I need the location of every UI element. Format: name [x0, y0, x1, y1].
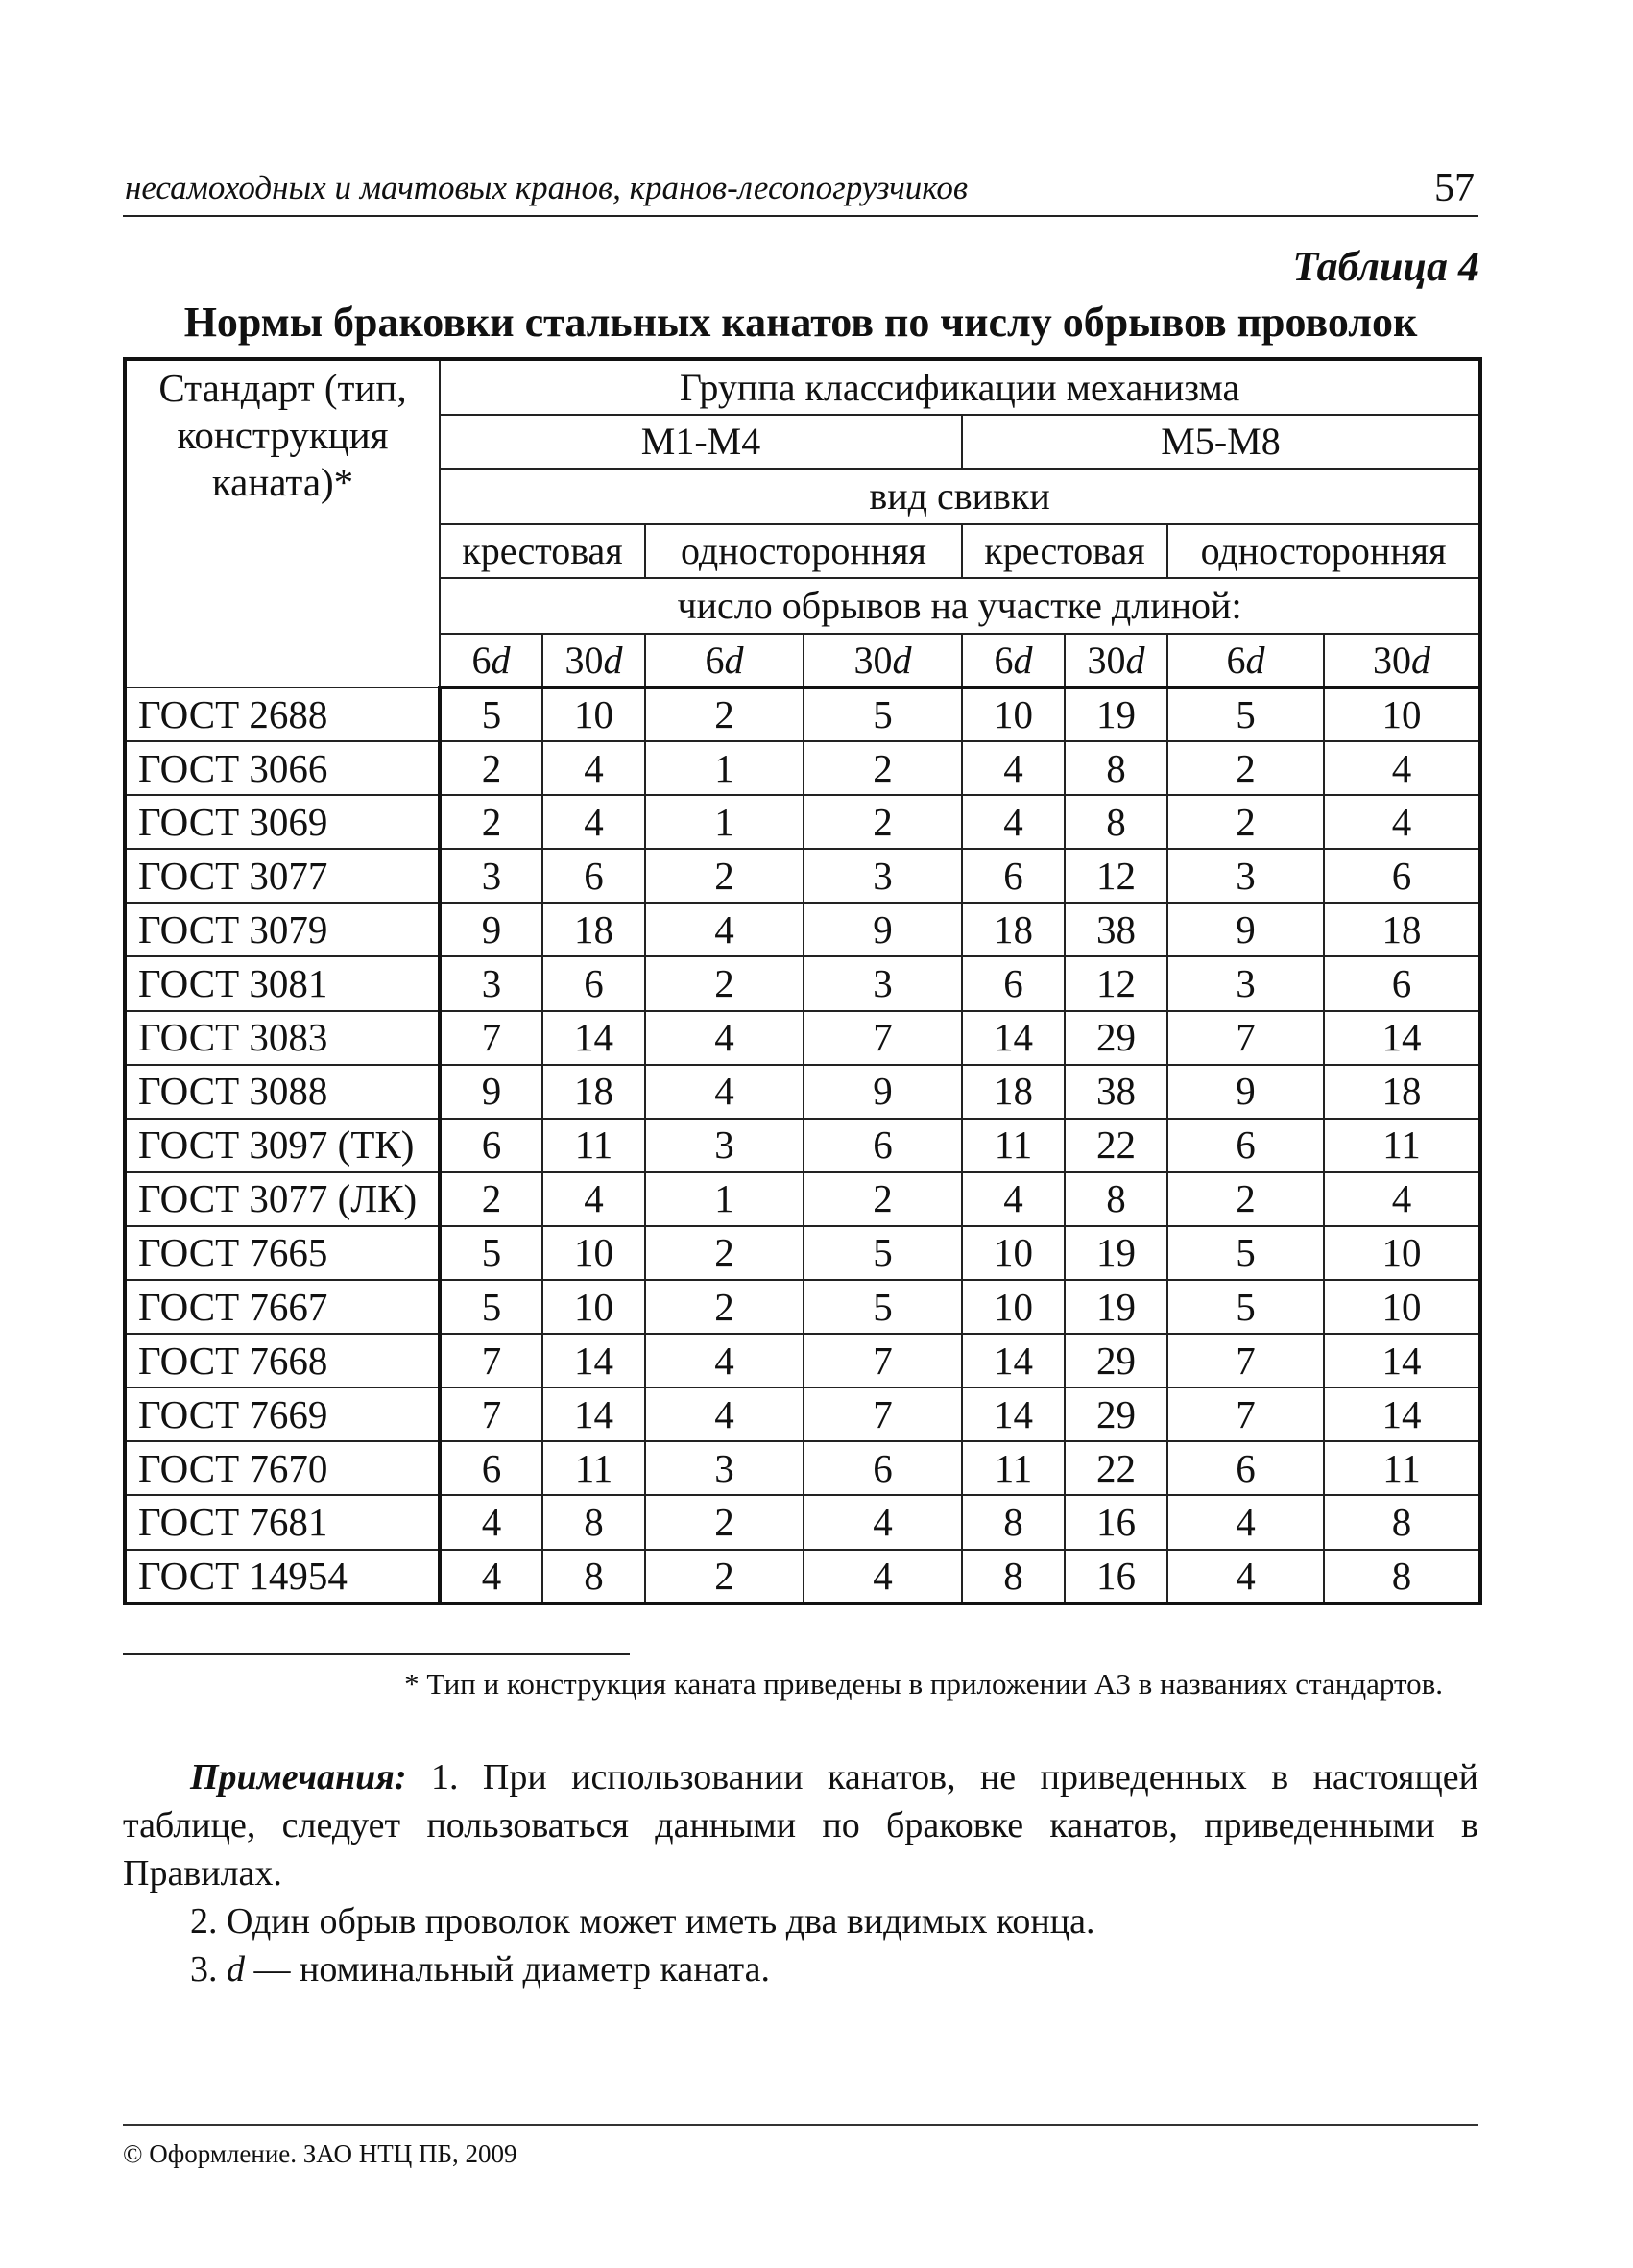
break-count-cell: 8: [542, 1550, 645, 1604]
break-count-cell: 19: [1065, 688, 1167, 741]
break-count-cell: 18: [542, 903, 645, 956]
length-header-cell: 6d: [962, 634, 1065, 688]
lay-type-lang: односторонняя: [645, 524, 962, 578]
break-count-cell: 2: [804, 1172, 962, 1226]
break-count-cell: 11: [1324, 1119, 1480, 1172]
break-count-header: число обрывов на участке длиной:: [440, 578, 1480, 634]
footnote: * Тип и конструкция каната приведены в приложении А3 в названиях стандартов.: [404, 1667, 1443, 1701]
break-count-cell: 4: [962, 795, 1065, 849]
lay-type-cross: крестовая: [962, 524, 1167, 578]
standard-cell: ГОСТ 3079: [125, 903, 440, 956]
break-count-cell: 3: [804, 849, 962, 903]
break-count-cell: 8: [1324, 1495, 1480, 1549]
note-2: 2. Один обрыв проволок может иметь два видимых конца.: [190, 1901, 1095, 1942]
break-count-cell: 12: [1065, 849, 1167, 903]
break-count-cell: 2: [645, 1226, 804, 1280]
break-count-cell: 12: [1065, 956, 1167, 1010]
standard-cell: ГОСТ 3097 (ТК): [125, 1119, 440, 1172]
break-count-cell: 9: [1167, 903, 1324, 956]
break-count-cell: 2: [1167, 741, 1324, 795]
break-count-cell: 7: [804, 1334, 962, 1387]
break-count-cell: 4: [1324, 795, 1480, 849]
table-row: [125, 849, 1480, 903]
break-count-cell: 6: [542, 849, 645, 903]
break-count-cell: 3: [1167, 956, 1324, 1010]
rope-rejection-table: [123, 357, 1482, 1605]
break-count-cell: 3: [440, 849, 542, 903]
break-count-cell: 4: [1324, 1172, 1480, 1226]
break-count-cell: 3: [440, 956, 542, 1010]
table-row: [125, 1495, 1480, 1549]
lay-type-lang: односторонняя: [1167, 524, 1480, 578]
break-count-cell: 11: [1324, 1441, 1480, 1495]
break-count-cell: 6: [1167, 1441, 1324, 1495]
break-count-cell: 4: [1324, 741, 1480, 795]
standard-cell: ГОСТ 7667: [125, 1280, 440, 1334]
break-count-cell: 9: [440, 903, 542, 956]
length-header-cell: 30d: [1324, 634, 1480, 688]
break-count-cell: 5: [1167, 1280, 1324, 1334]
break-count-cell: 2: [440, 795, 542, 849]
standard-cell: ГОСТ 7681: [125, 1495, 440, 1549]
notes-label: Примечания:: [190, 1757, 407, 1798]
lay-type-header: вид свивки: [440, 469, 1480, 524]
break-count-cell: 8: [1065, 795, 1167, 849]
running-header: [123, 167, 1478, 217]
table-row: [125, 1226, 1480, 1280]
table-title: Нормы браковки стальных канатов по числу обрывов проволок: [183, 299, 1418, 346]
standard-cell: ГОСТ 3066: [125, 741, 440, 795]
group-m1-m4: M1-M4: [440, 415, 962, 469]
break-count-cell: 1: [645, 1172, 804, 1226]
table-row: [125, 1280, 1480, 1334]
diameter-symbol: d: [227, 1949, 245, 1990]
running-title: несамоходных и мачтовых кранов, кранов-лесопогрузчиков: [125, 169, 969, 206]
table-row: [125, 795, 1480, 849]
break-count-cell: 7: [1167, 1387, 1324, 1441]
break-count-cell: 4: [804, 1495, 962, 1549]
standard-cell: ГОСТ 2688: [125, 688, 440, 741]
standard-cell: ГОСТ 3069: [125, 795, 440, 849]
break-count-cell: 4: [1167, 1550, 1324, 1604]
break-count-cell: 10: [542, 1226, 645, 1280]
break-count-cell: 2: [440, 741, 542, 795]
standard-cell: ГОСТ 3088: [125, 1065, 440, 1119]
break-count-cell: 6: [440, 1119, 542, 1172]
table-body: [125, 688, 1480, 1604]
break-count-cell: 14: [1324, 1334, 1480, 1387]
break-count-cell: 5: [804, 688, 962, 741]
table-row: [125, 1334, 1480, 1387]
standard-cell: ГОСТ 3081: [125, 956, 440, 1010]
break-count-cell: 5: [440, 1280, 542, 1334]
break-count-cell: 5: [804, 1280, 962, 1334]
break-count-cell: 4: [542, 1172, 645, 1226]
break-count-cell: 3: [645, 1119, 804, 1172]
break-count-cell: 38: [1065, 903, 1167, 956]
break-count-cell: 14: [542, 1387, 645, 1441]
break-count-cell: 4: [962, 741, 1065, 795]
mechanism-group-header: Группа классификации механизма: [440, 359, 1480, 415]
length-header-cell: 30d: [804, 634, 962, 688]
break-count-cell: 18: [1324, 903, 1480, 956]
table-row: [125, 1387, 1480, 1441]
table-row: [125, 688, 1480, 741]
break-count-cell: 10: [962, 688, 1065, 741]
break-count-cell: 4: [645, 1387, 804, 1441]
break-count-cell: 2: [440, 1172, 542, 1226]
footnote-divider: [123, 1653, 630, 1655]
length-header-cell: 6d: [645, 634, 804, 688]
break-count-cell: 18: [962, 1065, 1065, 1119]
break-count-cell: 6: [1167, 1119, 1324, 1172]
footer-divider: [123, 2124, 1478, 2126]
break-count-cell: 6: [1324, 956, 1480, 1010]
break-count-cell: 10: [962, 1226, 1065, 1280]
break-count-cell: 16: [1065, 1495, 1167, 1549]
break-count-cell: 9: [1167, 1065, 1324, 1119]
table-row: [125, 956, 1480, 1010]
break-count-cell: 19: [1065, 1280, 1167, 1334]
break-count-cell: 5: [440, 1226, 542, 1280]
standard-cell: ГОСТ 7668: [125, 1334, 440, 1387]
break-count-cell: 6: [440, 1441, 542, 1495]
length-header-cell: 6d: [440, 634, 542, 688]
break-count-cell: 8: [1324, 1550, 1480, 1604]
break-count-cell: 4: [645, 1065, 804, 1119]
table-row: [125, 1441, 1480, 1495]
break-count-cell: 18: [1324, 1065, 1480, 1119]
break-count-cell: 19: [1065, 1226, 1167, 1280]
copyright: © Оформление. ЗАО НТЦ ПБ, 2009: [123, 2139, 517, 2168]
standard-cell: ГОСТ 3083: [125, 1011, 440, 1065]
break-count-cell: 2: [645, 1280, 804, 1334]
break-count-cell: 4: [645, 1334, 804, 1387]
standard-cell: ГОСТ 7670: [125, 1441, 440, 1495]
break-count-cell: 9: [440, 1065, 542, 1119]
break-count-cell: 4: [542, 795, 645, 849]
break-count-cell: 6: [542, 956, 645, 1010]
break-count-cell: 7: [1167, 1334, 1324, 1387]
break-count-cell: 4: [1167, 1495, 1324, 1549]
break-count-cell: 8: [1065, 741, 1167, 795]
page-number: 57: [1434, 166, 1475, 210]
break-count-cell: 1: [645, 795, 804, 849]
break-count-cell: 7: [804, 1011, 962, 1065]
break-count-cell: 14: [962, 1334, 1065, 1387]
break-count-cell: 8: [962, 1495, 1065, 1549]
break-count-cell: 29: [1065, 1387, 1167, 1441]
break-count-cell: 4: [962, 1172, 1065, 1226]
break-count-cell: 2: [645, 956, 804, 1010]
table-row: [125, 1172, 1480, 1226]
group-m5-m8: M5-M8: [962, 415, 1480, 469]
break-count-cell: 7: [440, 1334, 542, 1387]
break-count-cell: 9: [804, 1065, 962, 1119]
break-count-cell: 3: [645, 1441, 804, 1495]
table-row: [125, 1119, 1480, 1172]
break-count-cell: 10: [1324, 1226, 1480, 1280]
break-count-cell: 2: [1167, 1172, 1324, 1226]
table-row: [125, 1550, 1480, 1604]
break-count-cell: 11: [542, 1119, 645, 1172]
length-header-cell: 30d: [1065, 634, 1167, 688]
break-count-cell: 14: [1324, 1387, 1480, 1441]
note-3: 3. d — номинальный диаметр каната.: [190, 1949, 770, 1990]
break-count-cell: 7: [440, 1387, 542, 1441]
break-count-cell: 14: [1324, 1011, 1480, 1065]
table-row: [125, 741, 1480, 795]
standard-cell: ГОСТ 7665: [125, 1226, 440, 1280]
lay-type-cross: крестовая: [440, 524, 645, 578]
break-count-cell: 2: [645, 688, 804, 741]
standard-cell: ГОСТ 14954: [125, 1550, 440, 1604]
break-count-cell: 3: [804, 956, 962, 1010]
break-count-cell: 4: [645, 1011, 804, 1065]
break-count-cell: 14: [542, 1011, 645, 1065]
break-count-cell: 8: [962, 1550, 1065, 1604]
break-count-cell: 5: [1167, 688, 1324, 741]
table-row: [125, 1011, 1480, 1065]
table-row: [125, 903, 1480, 956]
break-count-cell: 2: [645, 849, 804, 903]
break-count-cell: 10: [962, 1280, 1065, 1334]
break-count-cell: 4: [440, 1550, 542, 1604]
break-count-cell: 4: [440, 1495, 542, 1549]
break-count-cell: 10: [542, 1280, 645, 1334]
break-count-cell: 18: [542, 1065, 645, 1119]
length-header-cell: 6d: [1167, 634, 1324, 688]
break-count-cell: 22: [1065, 1119, 1167, 1172]
break-count-cell: 5: [1167, 1226, 1324, 1280]
break-count-cell: 2: [645, 1495, 804, 1549]
break-count-cell: 38: [1065, 1065, 1167, 1119]
standard-column-header: Стандарт (тип, конструкция каната)*: [125, 359, 440, 688]
break-count-cell: 5: [440, 688, 542, 741]
break-count-cell: 4: [542, 741, 645, 795]
standard-cell: ГОСТ 7669: [125, 1387, 440, 1441]
break-count-cell: 1: [645, 741, 804, 795]
break-count-cell: 2: [804, 741, 962, 795]
break-count-cell: 6: [962, 849, 1065, 903]
standard-cell: ГОСТ 3077: [125, 849, 440, 903]
table-label: Таблица 4: [1292, 243, 1479, 290]
break-count-cell: 6: [804, 1119, 962, 1172]
break-count-cell: 7: [440, 1011, 542, 1065]
break-count-cell: 18: [962, 903, 1065, 956]
break-count-cell: 11: [962, 1441, 1065, 1495]
break-count-cell: 14: [962, 1011, 1065, 1065]
break-count-cell: 8: [1065, 1172, 1167, 1226]
break-count-cell: 2: [804, 795, 962, 849]
break-count-cell: 14: [962, 1387, 1065, 1441]
break-count-cell: 4: [645, 903, 804, 956]
break-count-cell: 22: [1065, 1441, 1167, 1495]
break-count-cell: 11: [962, 1119, 1065, 1172]
break-count-cell: 8: [542, 1495, 645, 1549]
table-row: [125, 1065, 1480, 1119]
break-count-cell: 9: [804, 903, 962, 956]
break-count-cell: 7: [804, 1387, 962, 1441]
break-count-cell: 14: [542, 1334, 645, 1387]
break-count-cell: 6: [962, 956, 1065, 1010]
break-count-cell: 6: [804, 1441, 962, 1495]
break-count-cell: 29: [1065, 1334, 1167, 1387]
notes-block: [123, 1753, 1478, 1993]
break-count-cell: 4: [804, 1550, 962, 1604]
break-count-cell: 2: [645, 1550, 804, 1604]
break-count-cell: 10: [1324, 1280, 1480, 1334]
break-count-cell: 16: [1065, 1550, 1167, 1604]
break-count-cell: 3: [1167, 849, 1324, 903]
break-count-cell: 6: [1324, 849, 1480, 903]
break-count-cell: 11: [542, 1441, 645, 1495]
break-count-cell: 29: [1065, 1011, 1167, 1065]
break-count-cell: 2: [1167, 795, 1324, 849]
break-count-cell: 10: [542, 688, 645, 741]
break-count-cell: 10: [1324, 688, 1480, 741]
length-header-cell: 30d: [542, 634, 645, 688]
note-1: Примечания: 1. При использовании канатов, не приведенных в настоящей таблице, следует пользоваться данными по браковке канатов, приведенными в Правилах.: [123, 1757, 1478, 1894]
break-count-cell: 5: [804, 1226, 962, 1280]
standard-cell: ГОСТ 3077 (ЛК): [125, 1172, 440, 1226]
break-count-cell: 7: [1167, 1011, 1324, 1065]
